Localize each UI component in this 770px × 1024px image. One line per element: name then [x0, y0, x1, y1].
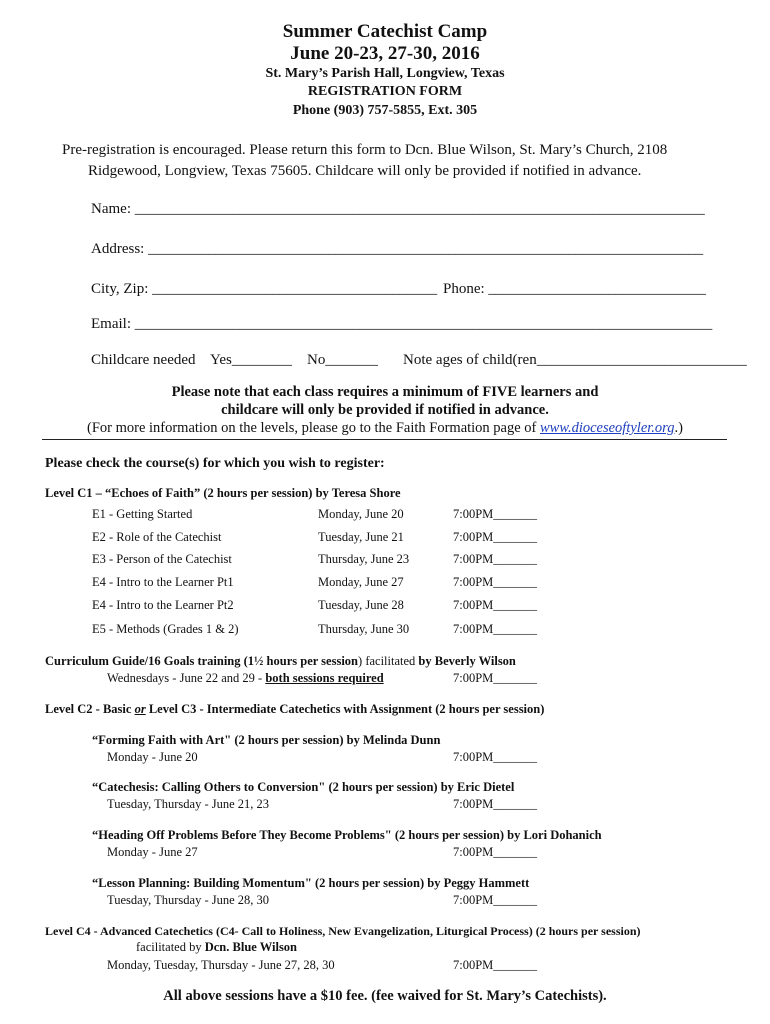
course-time-field[interactable]: 7:00PM_______	[453, 622, 538, 636]
session-when: Tuesday, Thursday - June 21, 23	[107, 797, 270, 811]
level-c4-when: Monday, Tuesday, Thursday - June 27, 28, 30	[107, 958, 335, 972]
level-c4-time-field[interactable]: 7:00PM_______	[453, 958, 538, 972]
form-dates: June 20-23, 27-30, 2016	[290, 43, 480, 64]
form-location: St. Mary’s Parish Hall, Longview, Texas	[265, 66, 505, 81]
course-code: E2 - Role of the Catechist	[92, 530, 222, 544]
session-title: “Catechesis: Calling Others to Conversion" (2 hours per session) by Eric Dietel	[92, 780, 515, 794]
note-line-1: Please note that each class requires a minimum of FIVE learners and	[171, 384, 599, 400]
level-c4-heading: Level C4 - Advanced Catechetics (C4- Call to Holiness, New Evangelization, Liturgical Process) (2 hours per session)	[45, 924, 641, 938]
city-zip-field[interactable]: City, Zip: ______________________________________	[91, 281, 438, 297]
course-day: Tuesday, June 28	[318, 598, 404, 612]
session-title: “Heading Off Problems Before They Become Problems" (2 hours per session) by Lori Dohanich	[92, 828, 602, 842]
session-title: “Lesson Planning: Building Momentum" (2 hours per session) by Peggy Hammett	[92, 876, 530, 890]
level-c2-b: Level C3 - Intermediate Catechetics with Assignment (2 hours per session)	[145, 702, 545, 716]
form-name: REGISTRATION FORM	[307, 84, 463, 99]
session-time-field[interactable]: 7:00PM_______	[453, 893, 538, 907]
level-c4-fac-label: facilitated by	[136, 940, 205, 954]
section-divider	[42, 439, 727, 440]
diocese-link[interactable]: www.dioceseoftyler.org	[540, 420, 675, 436]
session-when: Monday - June 27	[107, 845, 198, 859]
session-title: “Forming Faith with Art" (2 hours per session) by Melinda Dunn	[92, 733, 441, 747]
intro-line-1: Pre-registration is encouraged. Please return this form to Dcn. Blue Wilson, St. Mary’s Church, 2108	[62, 142, 668, 158]
course-code: E4 - Intro to the Learner Pt2	[92, 598, 234, 612]
childcare-yes-field[interactable]: Yes________	[210, 352, 292, 368]
course-day: Thursday, June 30	[318, 622, 410, 636]
session-time-field[interactable]: 7:00PM_______	[453, 750, 538, 764]
check-heading: Please check the course(s) for which you wish to register:	[45, 456, 385, 471]
level-c2-a: Level C2 - Basic	[45, 702, 135, 716]
note-line-3	[0, 420, 770, 437]
course-time-field[interactable]: 7:00PM_______	[453, 598, 538, 612]
address-field[interactable]: Address: __________________________________________________________________________	[91, 241, 704, 257]
level-c4-fac-name: Dcn. Blue Wilson	[204, 940, 298, 954]
level-c2-heading	[45, 702, 544, 717]
name-field[interactable]: Name: ____________________________________________________________________________	[91, 201, 705, 217]
course-code: E4 - Intro to the Learner Pt1	[92, 575, 234, 589]
childcare-label: Childcare needed	[91, 352, 196, 368]
form-phone: Phone (903) 757-5855, Ext. 305	[292, 103, 478, 118]
curriculum-heading	[45, 654, 516, 669]
level-c4-facilitator	[136, 940, 297, 955]
course-code: E1 - Getting Started	[92, 507, 193, 521]
curriculum-time-field[interactable]: 7:00PM_______	[453, 671, 538, 685]
email-field[interactable]: Email: _____________________________________________________________________________	[91, 316, 713, 332]
note-line-3-end: .)	[674, 420, 683, 436]
curriculum-duration: 1½ hours per session	[247, 654, 359, 668]
session-time-field[interactable]: 7:00PM_______	[453, 845, 538, 859]
curriculum-paren: )	[358, 654, 366, 668]
intro-line-2: Ridgewood, Longview, Texas 75605. Childcare will only be provided if notified in advance.	[88, 163, 642, 179]
curriculum-facilitated: facilitated	[365, 654, 416, 668]
phone-field[interactable]: Phone: _____________________________	[443, 281, 706, 297]
course-day: Monday, June 20	[318, 507, 404, 521]
session-when: Tuesday, Thursday - June 28, 30	[107, 893, 270, 907]
child-ages-field[interactable]: Note ages of child(ren____________________________	[403, 352, 747, 368]
level-c1-heading: Level C1 – “Echoes of Faith” (2 hours per session) by Teresa Shore	[45, 486, 401, 500]
level-c2-or: or	[134, 702, 146, 716]
curriculum-dates: Wednesdays - June 22 and 29 -	[107, 671, 266, 685]
curriculum-facilitator: by Beverly Wilson	[415, 654, 516, 668]
course-time-field[interactable]: 7:00PM_______	[453, 530, 538, 544]
note-line-2: childcare will only be provided if notified in advance.	[221, 402, 549, 418]
curriculum-required: both sessions required	[265, 671, 384, 685]
fee-note: All above sessions have a $10 fee. (fee waived for St. Mary’s Catechists).	[163, 988, 607, 1004]
course-day: Monday, June 27	[318, 575, 404, 589]
session-time-field[interactable]: 7:00PM_______	[453, 797, 538, 811]
course-time-field[interactable]: 7:00PM_______	[453, 552, 538, 566]
course-time-field[interactable]: 7:00PM_______	[453, 575, 538, 589]
childcare-no-field[interactable]: No_______	[307, 352, 378, 368]
curriculum-when	[107, 671, 384, 686]
curriculum-title: Curriculum Guide/16 Goals training (	[45, 654, 248, 668]
note-line-3-text: (For more information on the levels, please go to the Faith Formation page of	[86, 420, 541, 436]
session-when: Monday - June 20	[107, 750, 198, 764]
course-day: Thursday, June 23	[318, 552, 410, 566]
course-code: E5 - Methods (Grades 1 & 2)	[92, 622, 239, 636]
form-title: Summer Catechist Camp	[282, 21, 488, 42]
course-code: E3 - Person of the Catechist	[92, 552, 232, 566]
course-time-field[interactable]: 7:00PM_______	[453, 507, 538, 521]
course-day: Tuesday, June 21	[318, 530, 404, 544]
